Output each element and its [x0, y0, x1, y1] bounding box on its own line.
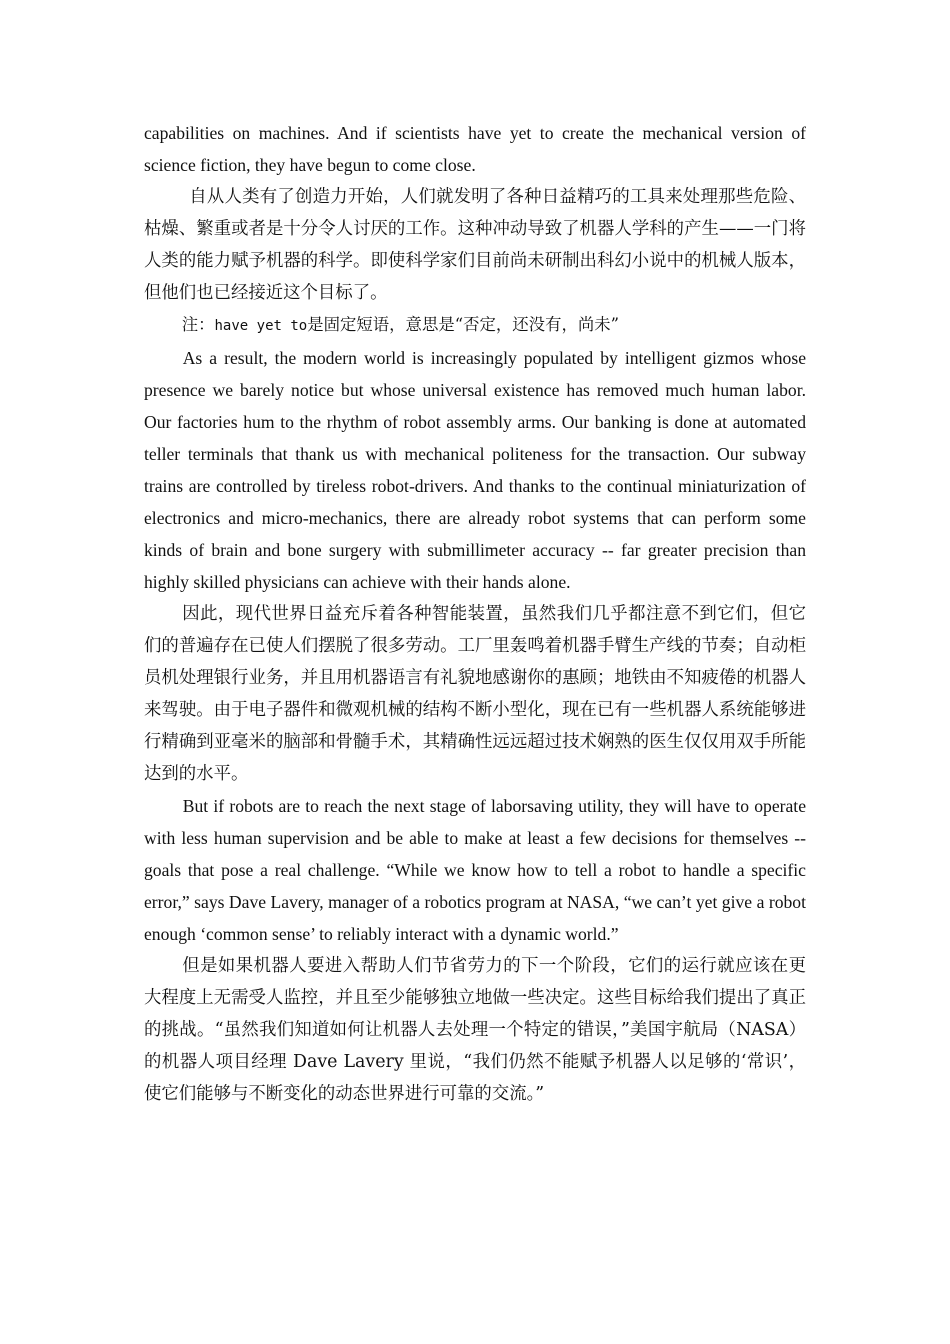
paragraph-1-chinese: 自从人类有了创造力开始，人们就发明了各种日益精巧的工具来处理那些危险、枯燥、繁重或者是十分令人讨厌的工作。这种冲动导致了机器人学科的产生——一门将人类的能力赋予机器的科学。即使科学家们目前尚未研制出科幻小说中的机械人版本，但他们也已经接近这个目标了。	[144, 187, 806, 303]
note-explanation: 是固定短语，意思是“否定，还没有，尚未”	[307, 315, 620, 334]
translation-note	[144, 309, 806, 342]
paragraph-2-chinese: 因此，现代世界日益充斥着各种智能装置，虽然我们几乎都注意不到它们，但它们的普遍存在已使人们摆脱了很多劳动。工厂里轰鸣着机器手臂生产线的节奏；自动柜员机处理银行业务，并且用机器语言有礼貌地感谢你的惠顾；地铁由不知疲倦的机器人来驾驶。由于电子器件和微观机械的结构不断小型化，现在已有一些机器人系统能够进行精确到亚毫米的脑部和骨髓手术，其精确性远远超过技术娴熟的医生仅仅用双手所能达到的水平。	[144, 604, 806, 784]
paragraph-1-english: capabilities on machines. And if scientists have yet to create the mechanical version of science fiction, they have begun to come close.	[144, 123, 806, 175]
paragraph-3-chinese: 但是如果机器人要进入帮助人们节省劳力的下一个阶段，它们的运行就应该在更大程度上无需受人监控，并且至少能够独立地做一些决定。这些目标给我们提出了真正的挑战。“虽然我们知道如何让机器人去处理一个特定的错误，”美国宇航局（NASA）的机器人项目经理 Dave Lavery 里说，“我们仍然不能赋予机器人以足够的‘常识’，使它们能够与不断变化的动态世界进行可靠的交流。”	[144, 956, 806, 1104]
note-phrase: have yet to	[214, 318, 308, 334]
document-page	[144, 117, 806, 1110]
paragraph-3-english: But if robots are to reach the next stage of laborsaving utility, they will have to operate with less human supervision and be able to make at least a few decisions for themselves -- goals that pose a real challenge. “While we know how to tell a robot to handle a specific error,” says Dave Lavery, manager of a robotics program at NASA, “we can’t yet give a robot enough ‘common sense’ to reliably interact with a dynamic world.”	[144, 796, 806, 944]
paragraph-2-english: As a result, the modern world is increasingly populated by intelligent gizmos whose presence we barely notice but whose universal existence has removed much human labor. Our factories hum to the rhythm of robot assembly arms. Our banking is done at automated teller terminals that thank us with mechanical politeness for the transaction. Our subway trains are controlled by tireless robot-drivers. And thanks to the continual miniaturization of electronics and micro-mechanics, there are already robot systems that can perform some kinds of brain and bone surgery with submillimeter accuracy -- far greater precision than highly skilled physicians can achieve with their hands alone.	[144, 348, 806, 592]
note-prefix: 注：	[181, 315, 215, 334]
